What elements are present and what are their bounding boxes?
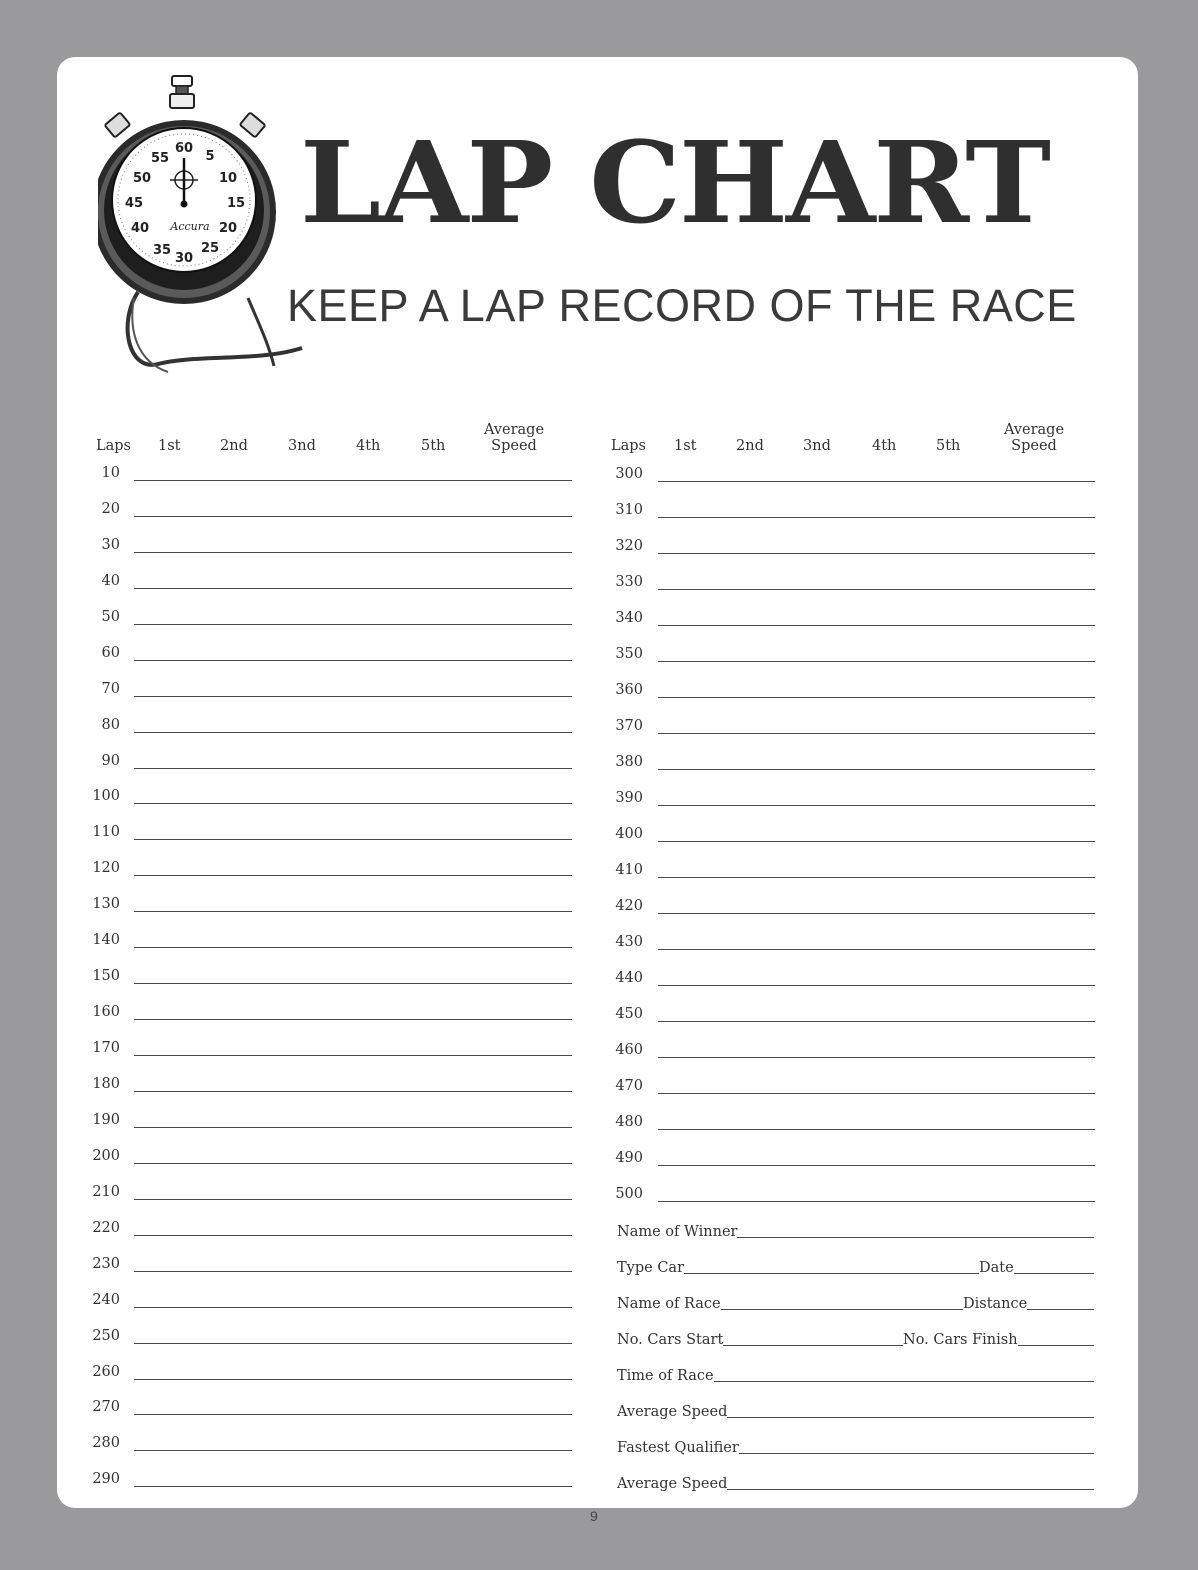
lap-entry-line[interactable]: [134, 911, 572, 912]
lap-entry-line[interactable]: [134, 1019, 572, 1020]
lap-entry-line[interactable]: [134, 1091, 572, 1092]
lap-entry-line[interactable]: [134, 983, 572, 984]
lap-number: 410: [615, 862, 643, 878]
cars-finish-label: No. Cars Finish: [903, 1332, 1018, 1348]
lap-number: 10: [101, 465, 120, 481]
lap-entry-line[interactable]: [134, 1199, 572, 1200]
lap-number: 60: [101, 644, 120, 661]
lap-entry-line[interactable]: [658, 553, 1095, 554]
lap-entry-line[interactable]: [658, 589, 1095, 590]
lap-number: 220: [92, 1219, 120, 1236]
lap-number: 190: [92, 1111, 120, 1128]
lap-entry-line[interactable]: [134, 696, 572, 697]
average-speed-line[interactable]: [718, 1417, 1094, 1418]
lap-number: 460: [615, 1042, 643, 1058]
lap-entry-line[interactable]: [134, 1127, 572, 1128]
lap-number: 90: [101, 752, 120, 769]
dial-number: 10: [218, 171, 238, 186]
lap-entry-line[interactable]: [658, 661, 1095, 662]
lap-number: 20: [101, 500, 120, 517]
lap-number: 130: [92, 896, 120, 913]
lap-entry-line[interactable]: [658, 949, 1095, 950]
fastest-qualifier-line[interactable]: [732, 1453, 1094, 1454]
average-speed-label: Average Speed: [617, 1404, 728, 1420]
header-3rd-right: 3nd: [803, 438, 831, 454]
lap-number: 150: [92, 968, 120, 985]
header-5th: 5th: [421, 438, 446, 454]
lap-number: 380: [615, 754, 643, 770]
dial-number: 35: [152, 243, 172, 258]
lap-number: 50: [101, 608, 120, 625]
lap-entry-line[interactable]: [134, 1343, 572, 1344]
lap-entry-line[interactable]: [658, 769, 1095, 770]
name-of-race-label: Name of Race: [617, 1296, 721, 1312]
winner-line[interactable]: [733, 1237, 1094, 1238]
lap-entry-line[interactable]: [134, 1307, 572, 1308]
lap-entry-line[interactable]: [658, 697, 1095, 698]
cars-start-label: No. Cars Start: [617, 1332, 724, 1348]
lap-number: 290: [92, 1471, 120, 1488]
dial-number: 60: [174, 141, 194, 156]
lap-entry-line[interactable]: [134, 768, 572, 769]
lap-number: 420: [615, 898, 643, 914]
lap-entry-line[interactable]: [658, 1165, 1095, 1166]
lap-number: 160: [92, 1004, 120, 1021]
page-subtitle: KEEP A LAP RECORD OF THE RACE: [287, 280, 1077, 331]
header-5th-right: 5th: [936, 438, 961, 454]
lap-entry-line[interactable]: [134, 624, 572, 625]
lap-entry-line[interactable]: [134, 660, 572, 661]
header-average-label-right: Average: [1003, 422, 1065, 438]
lap-number: 260: [92, 1363, 120, 1380]
header-laps: Laps: [96, 438, 131, 454]
header-speed-label-right: Speed: [1011, 438, 1057, 454]
lap-number: 140: [92, 932, 120, 949]
qualifier-average-speed-label: Average Speed: [617, 1476, 728, 1492]
lap-entry-line[interactable]: [134, 1486, 572, 1487]
lap-number: 240: [92, 1291, 120, 1308]
lap-entry-line[interactable]: [134, 516, 572, 517]
dial-number: 15: [226, 196, 246, 211]
header-1st: 1st: [158, 438, 181, 454]
lap-number: 480: [615, 1114, 643, 1130]
lap-number: 210: [92, 1183, 120, 1200]
dial-number: 20: [218, 221, 238, 236]
lap-number: 180: [92, 1075, 120, 1092]
header-1st-right: 1st: [674, 438, 697, 454]
dial-number: 40: [130, 221, 150, 236]
lap-number: 400: [615, 826, 643, 842]
dial-number: 5: [205, 149, 215, 164]
lap-number: 470: [615, 1078, 643, 1094]
lap-entry-line[interactable]: [658, 877, 1095, 878]
lap-number: 110: [92, 824, 120, 841]
lap-entry-line[interactable]: [134, 552, 572, 553]
lap-number: 360: [615, 682, 643, 698]
lap-number: 100: [92, 788, 120, 805]
time-of-race-label: Time of Race: [617, 1368, 714, 1384]
lap-entry-line[interactable]: [134, 1379, 572, 1380]
lap-entry-line[interactable]: [134, 732, 572, 733]
lap-number: 490: [615, 1150, 643, 1166]
dial-number: 45: [124, 196, 144, 211]
lap-entry-line[interactable]: [134, 1450, 572, 1451]
lap-number: 250: [92, 1327, 120, 1344]
time-of-race-line[interactable]: [712, 1381, 1094, 1382]
lap-entry-line[interactable]: [658, 1093, 1095, 1094]
lap-entry-line[interactable]: [658, 1201, 1095, 1202]
fastest-qualifier-label: Fastest Qualifier: [617, 1440, 739, 1456]
lap-entry-line[interactable]: [658, 985, 1095, 986]
lap-number: 80: [101, 716, 120, 733]
header-4th-right: 4th: [872, 438, 897, 454]
dial-number: 30: [174, 251, 194, 266]
lap-number: 310: [615, 502, 643, 518]
lap-entry-line[interactable]: [658, 1057, 1095, 1058]
lap-number: 370: [615, 718, 643, 734]
distance-label: Distance: [963, 1296, 1028, 1312]
lap-entry-line[interactable]: [134, 803, 572, 804]
lap-entry-line[interactable]: [658, 625, 1095, 626]
header-4th: 4th: [356, 438, 381, 454]
lap-number: 120: [92, 860, 120, 877]
lap-number: 280: [92, 1435, 120, 1452]
header-2nd-right: 2nd: [736, 438, 764, 454]
header-average-speed-right: [1002, 422, 1066, 454]
lap-entry-line[interactable]: [134, 1414, 572, 1415]
stopwatch-illustration: [98, 72, 304, 378]
lap-entry-line[interactable]: [134, 947, 572, 948]
lap-entry-line[interactable]: [134, 588, 572, 589]
lap-number: 430: [615, 934, 643, 950]
header-2nd: 2nd: [220, 438, 248, 454]
header-speed-label: Speed: [491, 438, 537, 454]
lap-entry-line[interactable]: [134, 1055, 572, 1056]
lap-entry-line[interactable]: [134, 1271, 572, 1272]
lap-number: 330: [615, 574, 643, 590]
page-number: 9: [590, 1508, 598, 1524]
lap-number: 500: [615, 1186, 643, 1202]
lap-entry-line[interactable]: [658, 1129, 1095, 1130]
lap-number: 450: [615, 1006, 643, 1022]
header-laps-right: Laps: [611, 438, 646, 454]
lap-number: 40: [101, 572, 120, 589]
lap-number: 350: [615, 646, 643, 662]
dial-number: 25: [200, 241, 220, 256]
dial-number: 50: [132, 171, 152, 186]
lap-number: 170: [92, 1040, 120, 1057]
header-average-speed: [482, 422, 546, 454]
lap-entry-line[interactable]: [658, 517, 1095, 518]
dial-number: 55: [150, 151, 170, 166]
lap-entry-line[interactable]: [658, 1021, 1095, 1022]
lap-entry-line[interactable]: [658, 481, 1095, 482]
lap-entry-line[interactable]: [658, 805, 1095, 806]
lap-entry-line[interactable]: [134, 1163, 572, 1164]
lap-number: 340: [615, 610, 643, 626]
page-title: LAP CHART: [300, 118, 1049, 249]
lap-entry-line[interactable]: [134, 875, 572, 876]
lap-entry-line[interactable]: [658, 913, 1095, 914]
type-car-label: Type Car: [617, 1260, 685, 1276]
lap-entry-line[interactable]: [134, 1235, 572, 1236]
type-car-line[interactable]: [684, 1273, 1094, 1274]
lap-number: 390: [615, 790, 643, 806]
name-of-race-line[interactable]: [714, 1309, 1094, 1310]
header-average-label: Average: [483, 422, 545, 438]
header-3rd: 3nd: [288, 438, 316, 454]
stopwatch-brand: Accura: [170, 220, 210, 233]
lap-number: 230: [92, 1255, 120, 1272]
lap-number: 200: [92, 1147, 120, 1164]
lap-number: 270: [92, 1399, 120, 1416]
date-label: Date: [979, 1260, 1014, 1276]
lap-number: 320: [615, 538, 643, 554]
lap-entry-line[interactable]: [658, 733, 1095, 734]
lap-number: 440: [615, 970, 643, 986]
lap-number: 300: [615, 466, 643, 482]
lap-entry-line[interactable]: [134, 480, 572, 481]
name-of-winner-label: Name of Winner: [617, 1224, 738, 1240]
qualifier-average-speed-line[interactable]: [718, 1489, 1094, 1490]
lap-number: 30: [101, 536, 120, 553]
lap-number: 70: [101, 680, 120, 697]
lap-entry-line[interactable]: [658, 841, 1095, 842]
lap-entry-line[interactable]: [134, 839, 572, 840]
